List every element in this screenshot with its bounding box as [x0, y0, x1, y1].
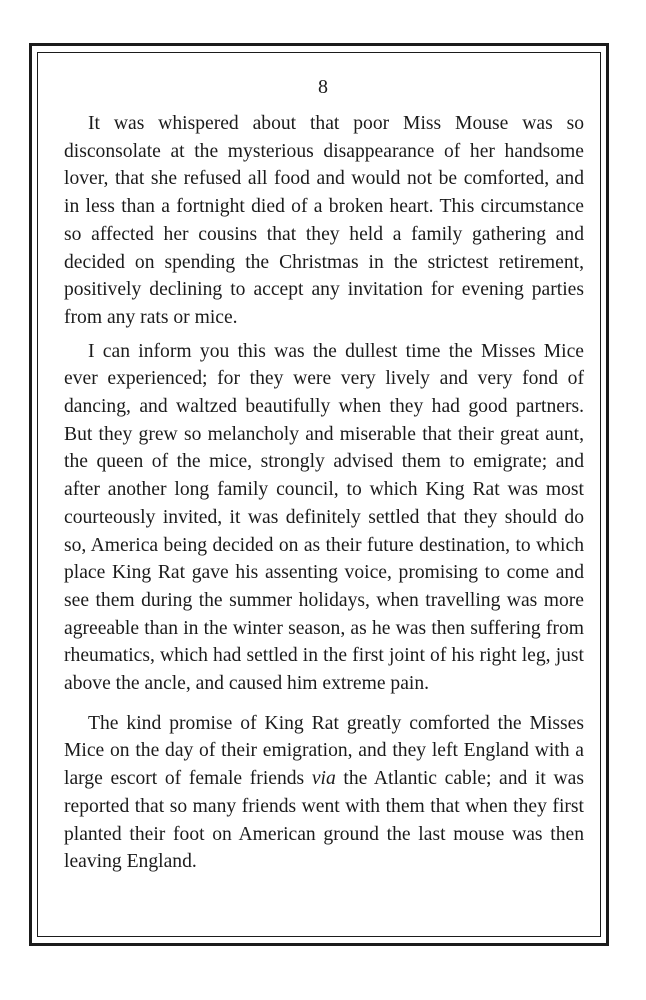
paragraph-3-text-b: the Atlantic cable; and it was reported that so many friends went with them that when they first planted their foot on American ground the last mouse was then leaving England.: [64, 768, 584, 873]
body-text: [64, 110, 584, 876]
paragraph-2: I can inform you this was the dullest time the Misses Mice ever experienced; for they were very lively and very fond of dancing, and waltzed beautifully when they had good partners. But they grew so melancholy and miserable that their great aunt, the queen of the mice, strongly advised them to emigrate; and after another long family council, to which King Rat was most courteously invited, it was definitely settled that they should do so, America being decided on as their future destination, to which place King Rat gave his assenting voice, promising to come and see them during the summer holidays, when travelling was more agreeable than in the winter season, as he was then suffering from rheumatics, which had settled in the first joint of his right leg, just above the ancle, and caused him extreme pain.: [64, 340, 584, 695]
paragraph-1: It was whispered about that poor Miss Mouse was so disconsolate at the mysterious disappearance of her handsome lover, that she refused all food and would not be comforted, and in less than a fortnight died of a broken heart. This circumstance so affected her cousins that they held a family gathering and decided on spending the Christmas in the strictest retirement, positively declining to accept any invitation for evening parties from any rats or mice.: [64, 113, 584, 328]
paragraph-3: [64, 710, 584, 876]
paragraph-3-text-a: The kind promise of King Rat greatly comforted the Misses Mice on the day of their emigration, and they left England with a large escort of female friends: [64, 712, 584, 790]
paragraph-3-italic-word: via: [311, 768, 336, 790]
page-number: 8: [318, 76, 328, 98]
